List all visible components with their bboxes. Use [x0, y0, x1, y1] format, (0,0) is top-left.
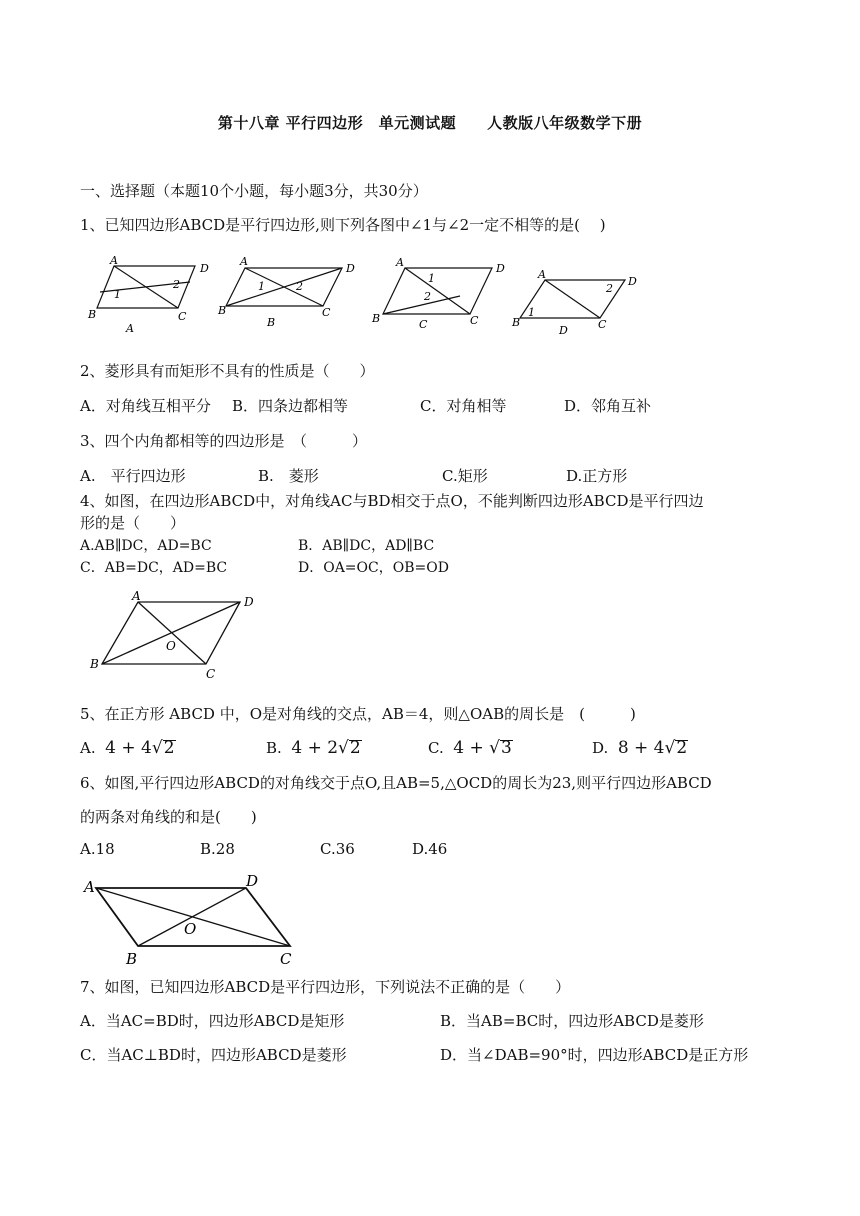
fig-b-label-a: A [240, 255, 248, 268]
fig-c-label-a: A [396, 256, 404, 269]
fig-c-angle-2: 2 [424, 290, 431, 303]
q4-option-a: A.AB∥DC，AD=BC [80, 538, 212, 554]
fig-a-label-a: A [110, 254, 118, 267]
q4-figure [86, 590, 266, 680]
q5-option-c-radicand: 3 [500, 738, 512, 758]
q5-option-d-radicand: 2 [676, 738, 688, 758]
q6-label-d: D [246, 872, 259, 890]
q5-option-a-letter: A. [80, 739, 96, 757]
q4-label-o: O [166, 639, 176, 653]
fig-d-label-b: B [512, 316, 521, 329]
fig-d-label-d: D [628, 275, 637, 288]
q4-option-b: B．AB∥DC，AD∥BC [298, 538, 435, 554]
q5-option-c-letter: C. [428, 739, 444, 757]
fig-a-caption: A [126, 322, 134, 335]
q6-option-c: C.36 [320, 840, 355, 858]
q5-option-c-expr: 4 + [453, 738, 490, 758]
fig-b-label-c: C [322, 306, 331, 319]
fig-d-label-a: A [538, 268, 546, 281]
fig-a-label-c: C [178, 310, 187, 323]
q6-option-d: D.46 [412, 840, 448, 858]
fig-c-angle-1: 1 [428, 272, 435, 285]
q4-option-c: C．AB=DC，AD=BC [80, 560, 228, 576]
q4-label-d: D [244, 595, 254, 609]
section-heading: 一、选择题（本题10个小题，每小题3分，共30分） [80, 182, 428, 200]
question-5: 5、在正方形 ABCD 中，O是对角线的交点，AB＝4，则△OAB的周长是 ( ) [80, 705, 636, 723]
fig-b-label-d: D [346, 262, 355, 275]
question-4-line-1: 4、如图，在四边形ABCD中，对角线AC与BD相交于点O，不能判断四边形ABCD是平行四边 [80, 492, 704, 510]
figure-c [383, 268, 492, 314]
q4-option-d: D．OA=OC，OB=OD [298, 560, 449, 576]
page-title: 第十八章 平行四边形 单元测试题 人教版八年级数学下册 [217, 114, 643, 132]
q5-option-a-radicand: 2 [163, 738, 175, 758]
fig-b-angle-2: 2 [296, 280, 303, 293]
q1-figures [80, 252, 640, 342]
q3-option-d: D.正方形 [566, 467, 628, 485]
q4-label-b: B [90, 657, 99, 671]
q6-label-b: B [126, 950, 138, 968]
q2-option-c: C．对角相等 [420, 397, 507, 415]
fig-c-caption: C [419, 318, 428, 331]
q5-option-a-expr: 4 + 4 [105, 738, 152, 758]
q6-label-o: O [184, 920, 197, 938]
question-4-line-2: 形的是（ ） [80, 514, 186, 532]
question-3: 3、四个内角都相等的四边形是 （ ） [80, 432, 368, 450]
fig-a-label-d: D [200, 262, 209, 275]
q4-label-c: C [206, 667, 216, 681]
q3-option-a: A. 平行四边形 [80, 467, 186, 485]
q5-option-d-letter: D. [592, 739, 609, 757]
figure-a [97, 266, 195, 308]
fig-a-label-b: B [88, 308, 97, 321]
q5-option-d-expr: 8 + 4 [617, 738, 665, 758]
q6-figure [82, 872, 312, 968]
q4-label-a: A [132, 589, 141, 603]
q5-option-d: D. 8 + 4√2 [592, 738, 688, 758]
q5-option-b-letter: B. [266, 739, 282, 757]
fig-b-label-b: B [218, 304, 227, 317]
fig-d-angle-2: 2 [606, 282, 613, 295]
q2-option-b: B．四条边都相等 [232, 397, 349, 415]
fig-b-caption: B [267, 316, 276, 329]
q3-option-c: C.矩形 [442, 467, 488, 485]
q6-label-a: A [84, 878, 95, 896]
figure-b [226, 268, 342, 306]
question-7: 7、如图，已知四边形ABCD是平行四边形，下列说法不正确的是（ ） [80, 978, 571, 996]
q7-option-b: B．当AB=BC时，四边形ABCD是菱形 [440, 1012, 704, 1030]
fig-d-caption: D [559, 324, 568, 337]
q7-option-c: C．当AC⊥BD时，四边形ABCD是菱形 [80, 1046, 347, 1064]
fig-a-angle-2: 2 [173, 278, 180, 291]
q3-option-b: B. 菱形 [258, 467, 319, 485]
q5-option-b-radicand: 2 [349, 738, 361, 758]
fig-a-angle-1: 1 [114, 288, 121, 301]
q2-option-a: A．对角线互相平分 [80, 397, 211, 415]
question-6-line-2: 的两条对角线的和是( ) [80, 808, 257, 826]
q6-label-c: C [280, 950, 292, 968]
q2-option-d: D．邻角互补 [564, 397, 652, 415]
question-1: 1、已知四边形ABCD是平行四边形,则下列各图中∠1与∠2一定不相等的是( ) [80, 216, 606, 234]
q6-option-b: B.28 [200, 840, 235, 858]
question-6-line-1: 6、如图,平行四边形ABCD的对角线交于点O,且AB=5,△OCD的周长为23,则平行四边形ABCD [80, 774, 712, 792]
fig-c-label-c: C [470, 314, 479, 327]
q5-option-c: C. 4 + √3 [428, 738, 512, 758]
q5-option-b: B. 4 + 2√2 [266, 738, 361, 758]
q5-option-b-expr: 4 + 2 [291, 738, 339, 758]
q6-option-a: A.18 [80, 840, 115, 858]
fig-d-label-c: C [598, 318, 607, 331]
fig-b-angle-1: 1 [258, 280, 265, 293]
q7-option-a: A．当AC=BD时，四边形ABCD是矩形 [80, 1012, 345, 1030]
q7-option-d: D．当∠DAB=90°时，四边形ABCD是正方形 [440, 1046, 749, 1064]
question-2: 2、菱形具有而矩形不具有的性质是（ ） [80, 362, 375, 380]
q5-option-a: A. 4 + 4√2 [80, 738, 175, 758]
fig-d-angle-1: 1 [528, 306, 535, 319]
fig-c-label-d: D [496, 262, 505, 275]
fig-c-label-b: B [372, 312, 381, 325]
